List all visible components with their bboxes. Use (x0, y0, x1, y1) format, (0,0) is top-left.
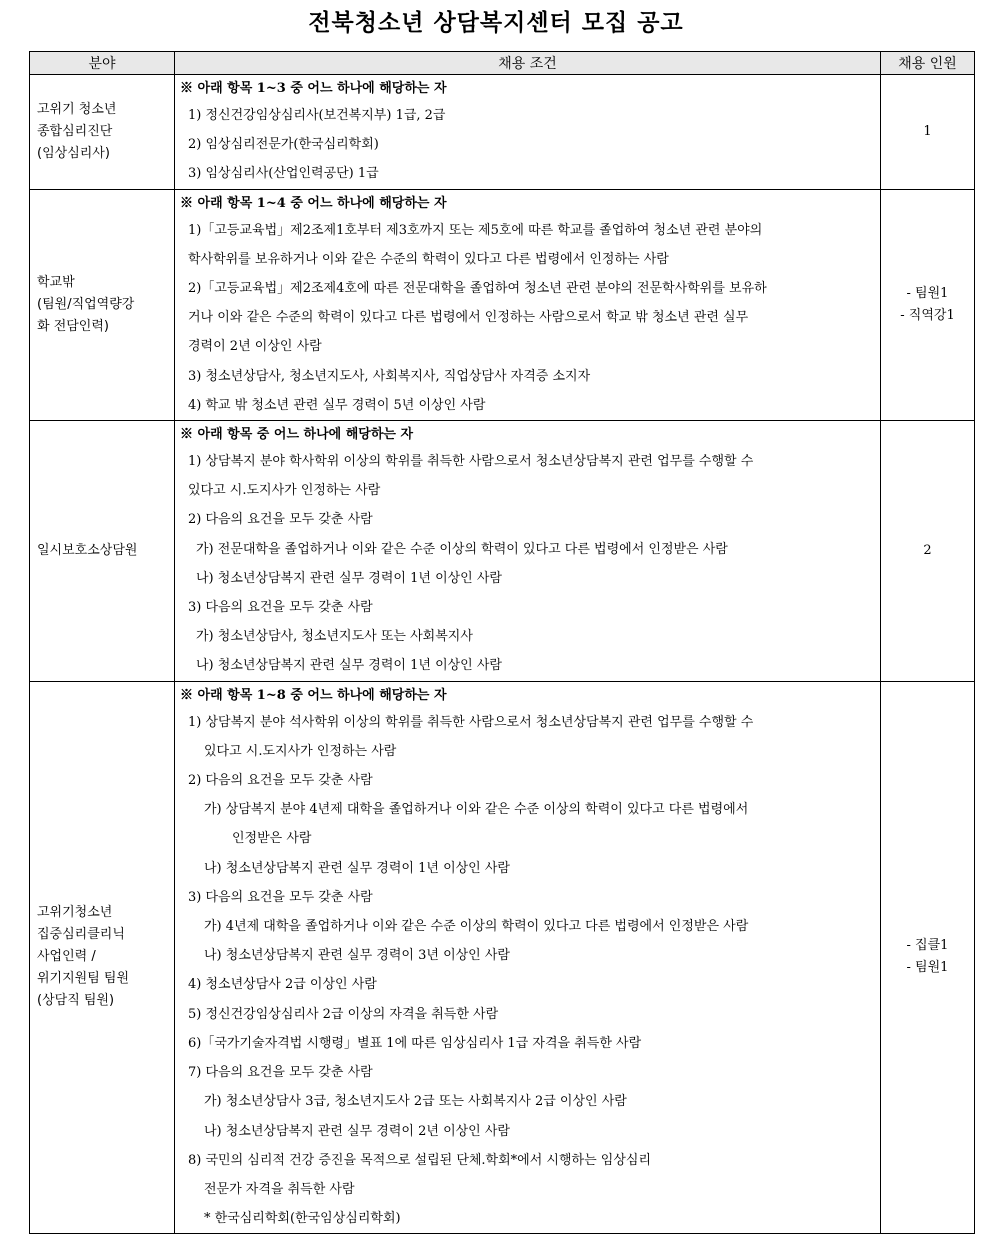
condition-line: 학사학위를 보유하거나 이와 같은 수준의 학력이 있다고 다른 법령에서 인정하는 사람 (188, 251, 669, 267)
condition-line: 2) 임상심리전문가(한국심리학회) (188, 137, 379, 153)
condition-line: 1)「고등교육법」제2조제1호부터 제3호까지 또는 제5호에 따른 학교를 졸업하여 청소년 관련 분야의 (188, 222, 763, 238)
field-cell (30, 681, 175, 1234)
header-conditions: 채용 조건 (175, 52, 881, 75)
condition-line: 5) 정신건강임상심리사 2급 이상의 자격을 취득한 사람 (188, 1006, 499, 1022)
condition-line: 3) 임상심리사(산업인력공단) 1급 (188, 166, 379, 182)
condition-line: 4) 학교 밖 청소년 관련 실무 경력이 5년 이상인 사람 (188, 397, 486, 413)
header-field: 분야 (30, 52, 175, 75)
field-line: 일시보호소상담원 (37, 542, 138, 558)
condition-line: 4) 청소년상담사 2급 이상인 사람 (188, 977, 377, 993)
field-cell (30, 75, 175, 190)
field-line: 학교밖 (37, 274, 75, 290)
condition-line: 가) 상담복지 분야 4년제 대학을 졸업하거나 이와 같은 수준 이상의 학력이 있다고 다른 법령에서 (204, 802, 749, 818)
condition-line: 전문가 자격을 취득한 사람 (204, 1181, 355, 1197)
condition-line: 3) 청소년상담사, 청소년지도사, 사회복지사, 직업상담사 자격증 소지자 (188, 368, 591, 384)
condition-line: 있다고 시.도지사가 인정하는 사람 (188, 483, 381, 499)
field-line: 종합심리진단 (37, 123, 113, 139)
count-line: 2 (923, 542, 932, 558)
condition-line: 3) 다음의 요건을 모두 갖춘 사람 (188, 600, 373, 616)
condition-line: 가) 4년제 대학을 졸업하거나 이와 같은 수준 이상의 학력이 있다고 다른 법령에서 인정받은 사람 (204, 919, 749, 935)
condition-line: * 한국심리학회(한국임상심리학회) (204, 1211, 401, 1227)
count-line: - 집클1 (906, 938, 949, 954)
condition-line: 1) 상담복지 분야 석사학위 이상의 학위를 취득한 사람으로서 청소년상담복지 관련 업무를 수행할 수 (188, 714, 754, 730)
table-header-row (30, 52, 975, 75)
conditions-cell (175, 681, 881, 1234)
condition-line: 가) 청소년상담사, 청소년지도사 또는 사회복지사 (196, 629, 473, 645)
field-line: 고위기청소년 (37, 905, 113, 921)
conditions-heading: ※ 아래 항목 1~3 중 어느 하나에 해당하는 자 (180, 81, 447, 96)
field-line: 집중심리클리닉 (37, 927, 125, 943)
recruitment-table (29, 51, 975, 1234)
count-cell (881, 189, 975, 420)
count-cell (881, 681, 975, 1234)
condition-line: 1) 정신건강임상심리사(보건복지부) 1급, 2급 (188, 108, 446, 123)
field-line: 화 전담인력) (37, 318, 109, 334)
count-line: - 팀원1 (906, 960, 949, 976)
count-cell (881, 421, 975, 682)
table-row (30, 75, 975, 190)
field-line: 사업인력 / (37, 949, 96, 965)
field-line: 위기지원팀 팀원 (37, 971, 130, 987)
condition-line: 2)「고등교육법」제2조제4호에 따른 전문대학을 졸업하여 청소년 관련 분야의 전문학사학위를 보유하 (188, 281, 767, 297)
field-cell (30, 421, 175, 682)
condition-line: 나) 청소년상담복지 관련 실무 경력이 1년 이상인 사람 (204, 860, 510, 876)
condition-line: 3) 다음의 요건을 모두 갖춘 사람 (188, 889, 373, 905)
conditions-heading: ※ 아래 항목 1~8 중 어느 하나에 해당하는 자 (180, 687, 447, 703)
condition-line: 인정받은 사람 (232, 831, 312, 847)
count-line: - 팀원1 (906, 285, 949, 301)
page-title: 전북청소년 상담복지센터 모집 공고 (308, 10, 684, 36)
condition-line: 나) 청소년상담복지 관련 실무 경력이 2년 이상인 사람 (204, 1123, 510, 1139)
count-cell (881, 75, 975, 190)
field-line: 고위기 청소년 (37, 101, 117, 117)
field-line: (상담직 팀원) (37, 993, 115, 1009)
table-row (30, 189, 975, 420)
condition-line: 나) 청소년상담복지 관련 실무 경력이 1년 이상인 사람 (196, 658, 502, 674)
condition-line: 가) 전문대학을 졸업하거나 이와 같은 수준 이상의 학력이 있다고 다른 법령에서 인정받은 사람 (196, 541, 728, 557)
count-line: 1 (923, 123, 932, 139)
header-count: 채용 인원 (881, 52, 975, 75)
condition-line: 1) 상담복지 분야 학사학위 이상의 학위를 취득한 사람으로서 청소년상담복지 관련 업무를 수행할 수 (188, 454, 754, 470)
field-line: (임상심리사) (37, 145, 110, 161)
condition-line: 6)「국가기술자격법 시행령」별표 1에 따른 임상심리사 1급 자격을 취득한 사람 (188, 1035, 642, 1051)
condition-line: 가) 청소년상담사 3급, 청소년지도사 2급 또는 사회복지사 2급 이상인 사람 (204, 1094, 627, 1110)
condition-line: 2) 다음의 요건을 모두 갖춘 사람 (188, 773, 373, 789)
condition-line: 2) 다음의 요건을 모두 갖춘 사람 (188, 512, 373, 528)
conditions-cell (175, 189, 881, 420)
conditions-heading: ※ 아래 항목 1~4 중 어느 하나에 해당하는 자 (180, 195, 447, 211)
conditions-cell (175, 421, 881, 682)
condition-line: 나) 청소년상담복지 관련 실무 경력이 1년 이상인 사람 (196, 570, 502, 586)
table-row (30, 421, 975, 682)
condition-line: 거나 이와 같은 수준의 학력이 있다고 다른 법령에서 인정하는 사람으로서 학교 밖 청소년 관련 실무 (188, 310, 749, 326)
conditions-cell (175, 75, 881, 190)
condition-line: 있다고 시.도지사가 인정하는 사람 (204, 743, 397, 759)
field-cell (30, 189, 175, 420)
condition-line: 나) 청소년상담복지 관련 실무 경력이 3년 이상인 사람 (204, 948, 510, 964)
field-line: (팀원/직업역량강 (37, 296, 135, 312)
conditions-heading: ※ 아래 항목 중 어느 하나에 해당하는 자 (180, 427, 414, 443)
condition-line: 경력이 2년 이상인 사람 (188, 339, 322, 355)
table-row (30, 681, 975, 1234)
condition-line: 7) 다음의 요건을 모두 갖춘 사람 (188, 1065, 373, 1081)
condition-line: 8) 국민의 심리적 건강 증진을 목적으로 설립된 단체.학회*에서 시행하는 임상심리 (188, 1152, 652, 1168)
count-line: - 직역강1 (900, 307, 955, 323)
